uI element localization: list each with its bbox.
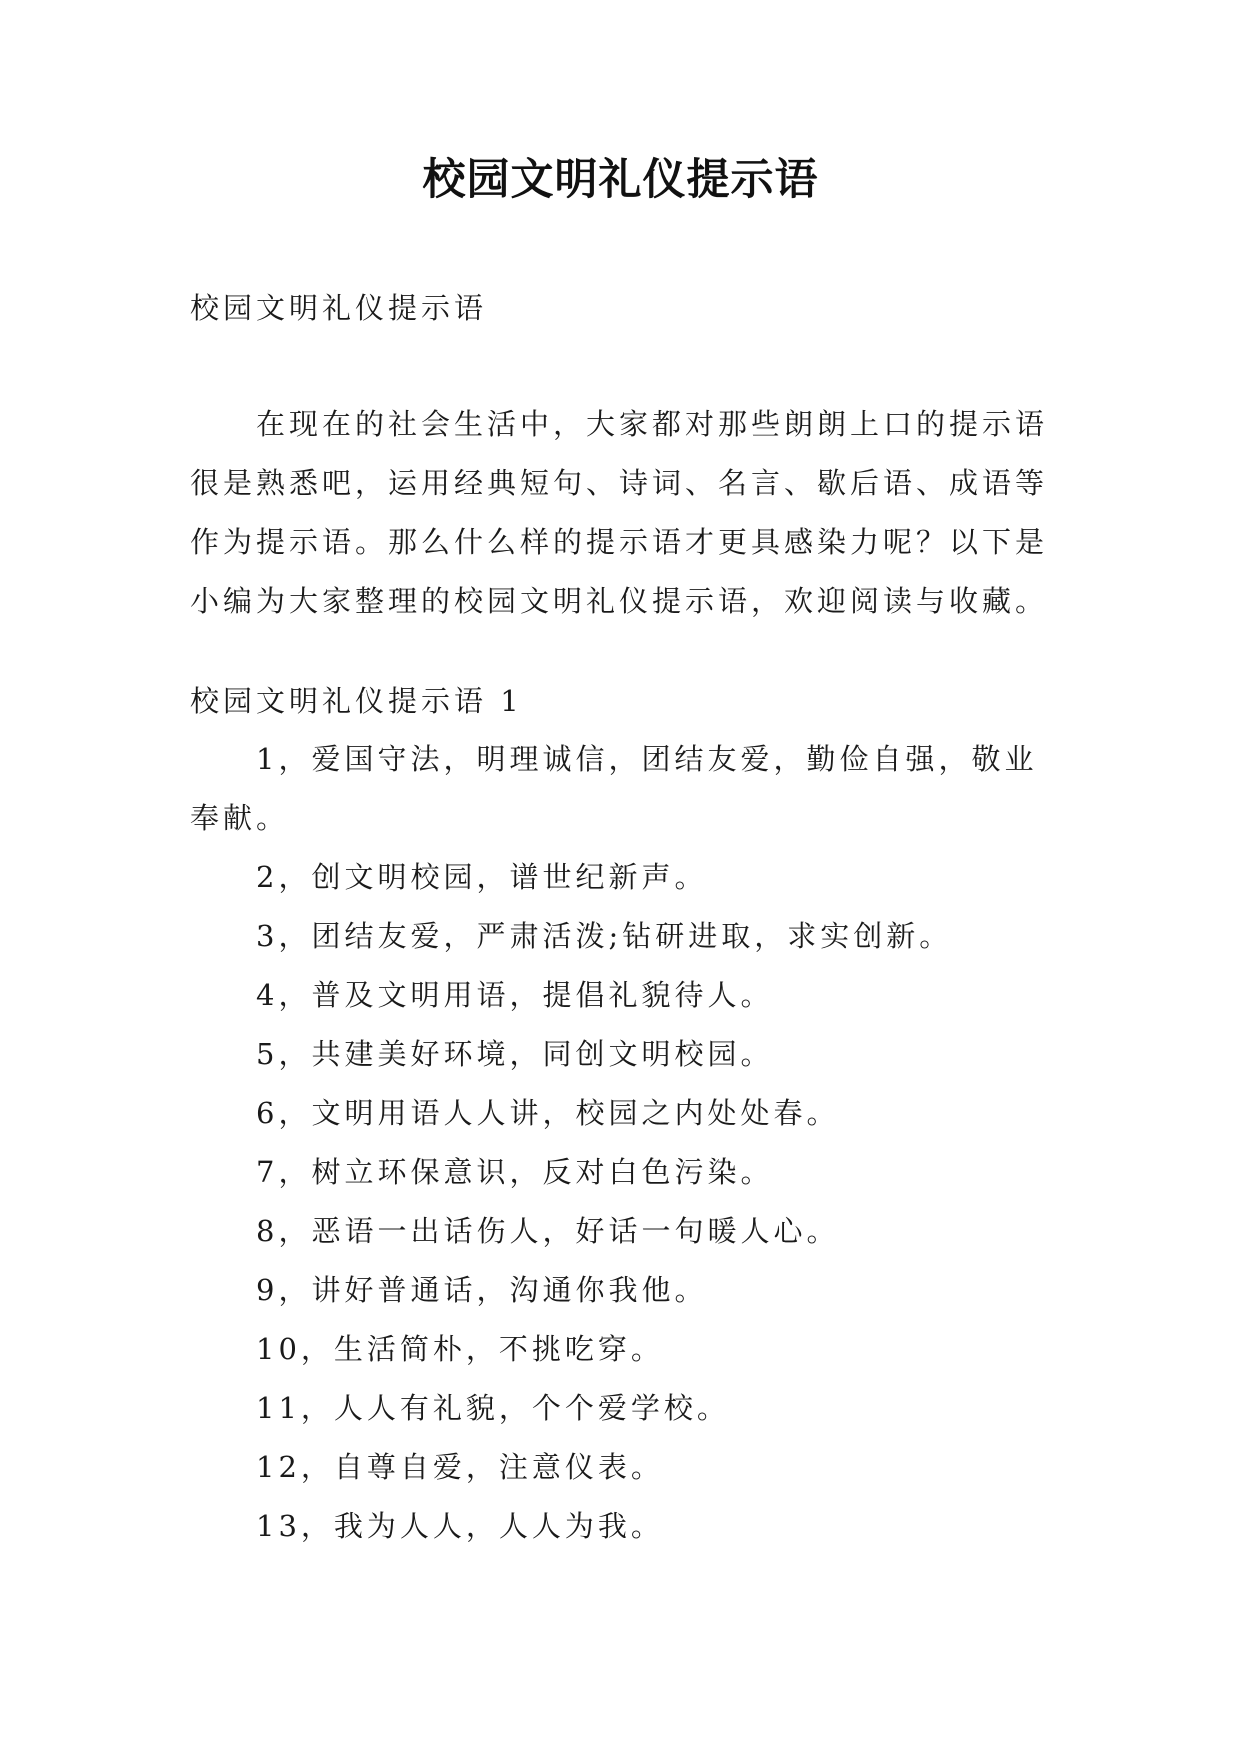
slogan-item: 13，我为人人，人人为我。 — [256, 1509, 664, 1543]
slogan-item: 9，讲好普通话，沟通你我他。 — [256, 1273, 708, 1307]
slogan-item: 1，爱国守法，明理诚信，团结友爱，勤俭自强，敬业奉献。 — [190, 742, 1038, 835]
slogan-item: 11，人人有礼貌，个个爱学校。 — [256, 1391, 730, 1425]
slogan-item: 3，团结友爱，严肃活泼;钻研进取，求实创新。 — [256, 919, 953, 953]
slogan-item: 6，文明用语人人讲，校园之内处处春。 — [256, 1096, 840, 1130]
slogan-item: 5，共建美好环境，同创文明校园。 — [256, 1037, 774, 1071]
document-subtitle: 校园文明礼仪提示语 — [190, 291, 488, 325]
slogan-item: 8，恶语一出话伤人，好话一句暖人心。 — [256, 1214, 840, 1248]
slogan-list — [190, 730, 1060, 1556]
slogan-item: 12，自尊自爱，注意仪表。 — [256, 1450, 664, 1484]
intro-paragraph: 在现在的社会生活中，大家都对那些朗朗上口的提示语很是熟悉吧，运用经典短句、诗词、名言、歇后语、成语等作为提示语。那么什么样的提示语才更具感染力呢？以下是小编为大家整理的校园文明礼仪提示语，欢迎阅读与收藏。 — [190, 407, 1049, 618]
slogan-item: 10，生活简朴，不挑吃穿。 — [256, 1332, 664, 1366]
slogan-item: 2，创文明校园，谱世纪新声。 — [256, 860, 708, 894]
document-body — [190, 288, 1060, 1556]
slogan-item: 7，树立环保意识，反对白色污染。 — [256, 1155, 774, 1189]
document-title: 校园文明礼仪提示语 — [422, 155, 819, 205]
slogan-item: 4，普及文明用语，提倡礼貌待人。 — [256, 978, 774, 1012]
section-heading: 校园文明礼仪提示语 1 — [190, 684, 523, 718]
